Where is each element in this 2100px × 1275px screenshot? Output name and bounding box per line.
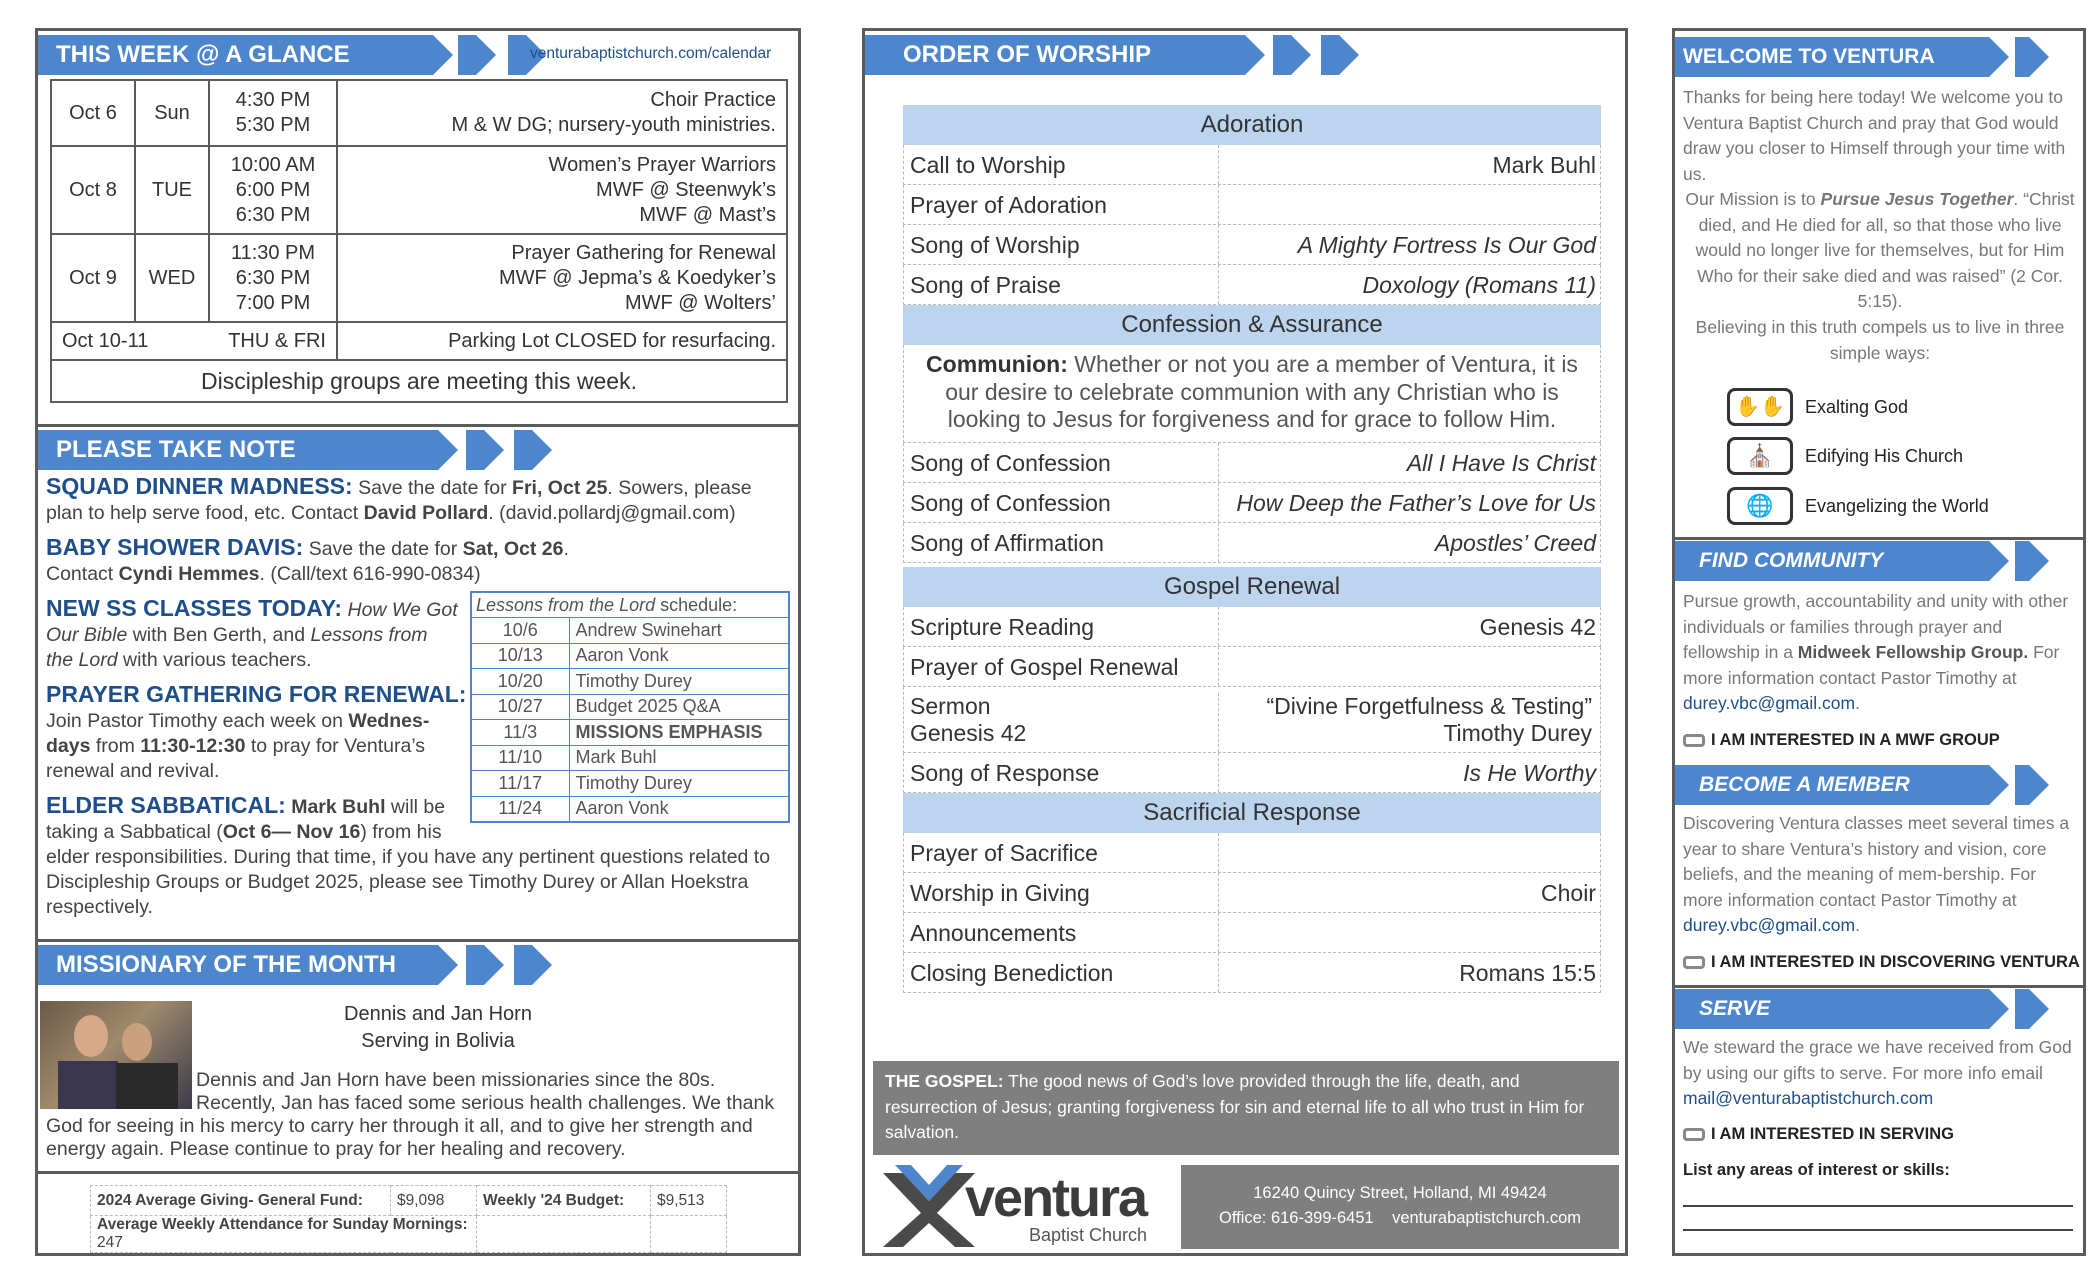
note-title: PLEASE TAKE NOTE <box>56 436 296 463</box>
mission-text: Our Mission is to Pursue Jesus Together. “Christ died, and He died for all, so that those who live would no longer live for themselves, but for Him Who for their sake died and was raised” (2 Cor. 5:15). <box>1685 189 2075 311</box>
ss-note: NEW SS CLASSES TODAY: How We Got Our Bible with Ben Gerth, and Lessons from the Lord with various teachers. <box>46 595 458 671</box>
community-header <box>1675 541 1989 581</box>
missionary-text: Dennis and Jan Horn have been missionaries since the 80s. Recently, Jan has faced some serious health challenges. We thank God for seeing in his mercy to carry her through it all, and to give her strength and energy again. Please continue to pray for her healing and recovery. <box>46 1069 775 1160</box>
event-cell: Women’s Prayer Warriors MWF @ Steenwyk’s MWF @ Mast’s <box>337 146 787 234</box>
date-cell: Oct 9 <box>51 234 135 322</box>
member-title: BECOME A MEMBER <box>1699 773 1910 796</box>
date-cell: Oct 8 <box>51 146 135 234</box>
day-cell: Sun <box>135 80 209 146</box>
serve-email[interactable]: mail@venturabaptistchurch.com <box>1683 1088 1934 1108</box>
bulletin-panel-middle <box>862 28 1628 1256</box>
note-header <box>38 430 438 470</box>
lesson-row: 11/17 Timothy Durey <box>471 771 789 797</box>
skills-line-2[interactable] <box>1683 1229 2073 1231</box>
glance-title: THIS WEEK @ A GLANCE <box>56 41 350 68</box>
glance-header <box>38 35 433 75</box>
ways-list <box>1727 383 1989 531</box>
ventura-logo: ventura Baptist Church <box>879 1163 1169 1249</box>
globe-icon: 🌐 <box>1727 487 1793 525</box>
community-title: FIND COMMUNITY <box>1699 549 1884 572</box>
worship-header <box>865 35 1245 75</box>
squad-note: SQUAD DINNER MADNESS: Save the date for Fri, Oct 25. Sowers, please plan to help serve food, etc. Contact David Pollard. (david.pollardj@gmail.com) <box>46 473 752 524</box>
member-email[interactable]: durey.vbc@gmail.com <box>1683 915 1856 935</box>
lesson-row: 10/13 Aaron Vonk <box>471 643 789 669</box>
checkbox-icon[interactable] <box>1683 956 1705 969</box>
week-table <box>50 79 788 403</box>
church-icon: ⛪ <box>1727 437 1793 475</box>
lessons-schedule: Lessons from the Lord schedule: 10/6 Andrew Swinehart 10/13 Aaron Vonk 10/20 Timothy Durey 10/27 Budget 2025 Q&A 11/3 MISSIONS EMPHASIS 11/10 Mark Buhl 11/17 Timothy Durey 11/24 Aaron Vonk <box>470 591 790 823</box>
worship-row: Song of Affirmation Apostles’ Creed <box>903 523 1601 563</box>
worship-row: Song of Response Is He Worthy <box>903 753 1601 793</box>
way-exalting: ✋✋ Exalting God <box>1727 383 1989 431</box>
worship-row: Scripture Reading Genesis 42 <box>903 607 1601 647</box>
bulletin-panel-right <box>1672 28 2086 1256</box>
time-cell: 4:30 PM 5:30 PM <box>209 80 337 146</box>
church-website[interactable]: venturabaptistchurch.com <box>1392 1209 1581 1227</box>
checkbox-icon[interactable] <box>1683 1128 1705 1141</box>
worship-row: Song of Praise Doxology (Romans 11) <box>903 265 1601 305</box>
worship-row: Worship in Giving Choir <box>903 873 1601 913</box>
worship-row: Prayer of Sacrifice <box>903 833 1601 873</box>
missionary-title: MISSIONARY OF THE MONTH <box>56 951 397 978</box>
worship-row: Announcements <box>903 913 1601 953</box>
sermon-row: Sermon Genesis 42 “Divine Forgetfulness & Testing” Timothy Durey <box>903 687 1601 753</box>
discipleship-note: Discipleship groups are meeting this week. <box>51 360 787 402</box>
skills-line-1[interactable] <box>1683 1205 2073 1207</box>
way-edifying: ⛪ Edifying His Church <box>1727 431 1989 481</box>
parking-date-cell: Oct 10-11 THU & FRI <box>51 322 337 360</box>
section-sacrificial: Sacrificial Response <box>903 793 1601 833</box>
worship-row: Prayer of Gospel Renewal <box>903 647 1601 687</box>
lesson-row: 10/20 Timothy Durey <box>471 669 789 695</box>
bulletin-panel-left <box>35 28 801 1256</box>
lesson-row: 11/24 Aaron Vonk <box>471 796 789 822</box>
time-cell: 10:00 AM 6:00 PM 6:30 PM <box>209 146 337 234</box>
serve-header <box>1675 989 1989 1029</box>
mwf-checkbox[interactable]: I AM INTERESTED IN A MWF GROUP <box>1683 731 2000 750</box>
gospel-box: THE GOSPEL: The good news of God’s love provided through the life, death, and resurrection of Jesus; granting forgiveness for sin and eternal life to all who trust in Him for salvation. <box>873 1061 1619 1155</box>
serve-title: SERVE <box>1699 997 1771 1020</box>
way-evangelizing: 🌐 Evangelizing the World <box>1727 481 1989 531</box>
welcome-title: WELCOME TO VENTURA <box>1683 45 1935 68</box>
serve-text: We steward the grace we have received from God by using our gifts to serve. For more info email mail@venturabaptistchurch.com <box>1683 1037 2072 1108</box>
lesson-row: 10/6 Andrew Swinehart <box>471 618 789 644</box>
worship-title: ORDER OF WORSHIP <box>903 41 1152 68</box>
giving-table: 2024 Average Giving- General Fund: $9,098 Weekly '24 Budget: $9,513 Average Weekly Attendance for Sunday Mornings: 247 <box>90 1185 727 1253</box>
baby-note: BABY SHOWER DAVIS: Save the date for Sat, Oct 26. Contact Cyndi Hemmes. (Call/text 616-990-0834) <box>46 534 569 585</box>
day-cell: WED <box>135 234 209 322</box>
section-gospel: Gospel Renewal <box>903 567 1601 607</box>
day-cell: TUE <box>135 146 209 234</box>
community-text: Pursue growth, accountability and unity with other individuals or families through prayer and fellowship in a Midweek Fellowship Group. For more information contact Pastor Timothy at durey.vbc@gmail.com. <box>1683 591 2069 713</box>
worship-row: Closing Benediction Romans 15:5 <box>903 953 1601 993</box>
member-header <box>1675 765 1989 805</box>
communion-block: Communion: Whether or not you are a member of Ventura, it is our desire to celebrate communion with any Christian who is looking to Jesus for forgiveness and for grace to follow Him. <box>903 345 1601 443</box>
checkbox-icon[interactable] <box>1683 734 1705 747</box>
section-confession: Confession & Assurance <box>903 305 1601 345</box>
worship-row: Song of Confession All I Have Is Christ <box>903 443 1601 483</box>
welcome-header <box>1675 37 1989 77</box>
time-cell: 11:30 PM 6:30 PM 7:00 PM <box>209 234 337 322</box>
worship-row: Song of Worship A Mighty Fortress Is Our God <box>903 225 1601 265</box>
lesson-row: 11/3 MISSIONS EMPHASIS <box>471 720 789 746</box>
missionary-name-block: Dennis and Jan Horn Serving in Bolivia <box>344 1003 532 1052</box>
believing-text: Believing in this truth compels us to live in three simple ways: <box>1695 317 2065 363</box>
event-cell: Prayer Gathering for Renewal MWF @ Jepma’s & Koedyker’s MWF @ Wolters’ <box>337 234 787 322</box>
ventura-logo-mark <box>879 1163 979 1249</box>
serving-checkbox[interactable]: I AM INTERESTED IN SERVING <box>1683 1125 1954 1144</box>
praise-hands-icon: ✋✋ <box>1727 388 1793 426</box>
parking-event-cell: Parking Lot CLOSED for resurfacing. <box>337 322 787 360</box>
event-cell: Choir Practice M & W DG; nursery-youth ministries. <box>337 80 787 146</box>
calendar-link[interactable]: venturabaptistchurch.com/calendar <box>530 45 772 62</box>
worship-row: Song of Confession How Deep the Father’s Love for Us <box>903 483 1601 523</box>
community-email[interactable]: durey.vbc@gmail.com <box>1683 693 1856 713</box>
order-of-worship <box>903 105 1601 993</box>
lesson-row: 10/27 Budget 2025 Q&A <box>471 694 789 720</box>
lesson-row: 11/10 Mark Buhl <box>471 745 789 771</box>
welcome-text: Thanks for being here today! We welcome you to Ventura Baptist Church and pray that God would draw you closer to Himself through your time with us. <box>1683 87 2066 184</box>
skills-label: List any areas of interest or skills: <box>1683 1161 1950 1179</box>
elder-note: ELDER SABBATICAL: Mark Buhl will be taking a Sabbatical (Oct 6— Nov 16) from his elder responsibilities. During that time, if you have any pertinent questions related to Discipleship Groups or Budget 2025, please see Timothy Durey or Allan Hoekstra respectively. <box>46 792 771 918</box>
missionary-header <box>38 945 438 985</box>
worship-row: Prayer of Adoration <box>903 185 1601 225</box>
member-text: Discovering Ventura classes meet several times a year to share Ventura’s history and vision, core beliefs, and the meaning of mem-bership. For more information contact Pastor Timothy at durey.vbc@gmail.com. <box>1683 813 2070 935</box>
contact-box: 16240 Quincy Street, Holland, MI 49424 Office: 616-399-6451 venturabaptistchurch.com <box>1181 1165 1619 1249</box>
section-adoration: Adoration <box>903 105 1601 145</box>
worship-row: Call to Worship Mark Buhl <box>903 145 1601 185</box>
discovering-checkbox[interactable]: I AM INTERESTED IN DISCOVERING VENTURA <box>1683 953 2080 972</box>
prayer-note: PRAYER GATHERING FOR RENEWAL: Join Pastor Timothy each week on Wednes-days from 11:30-12:30 to pray for Ventura’s renewal and revival. <box>46 681 467 782</box>
date-cell: Oct 6 <box>51 80 135 146</box>
